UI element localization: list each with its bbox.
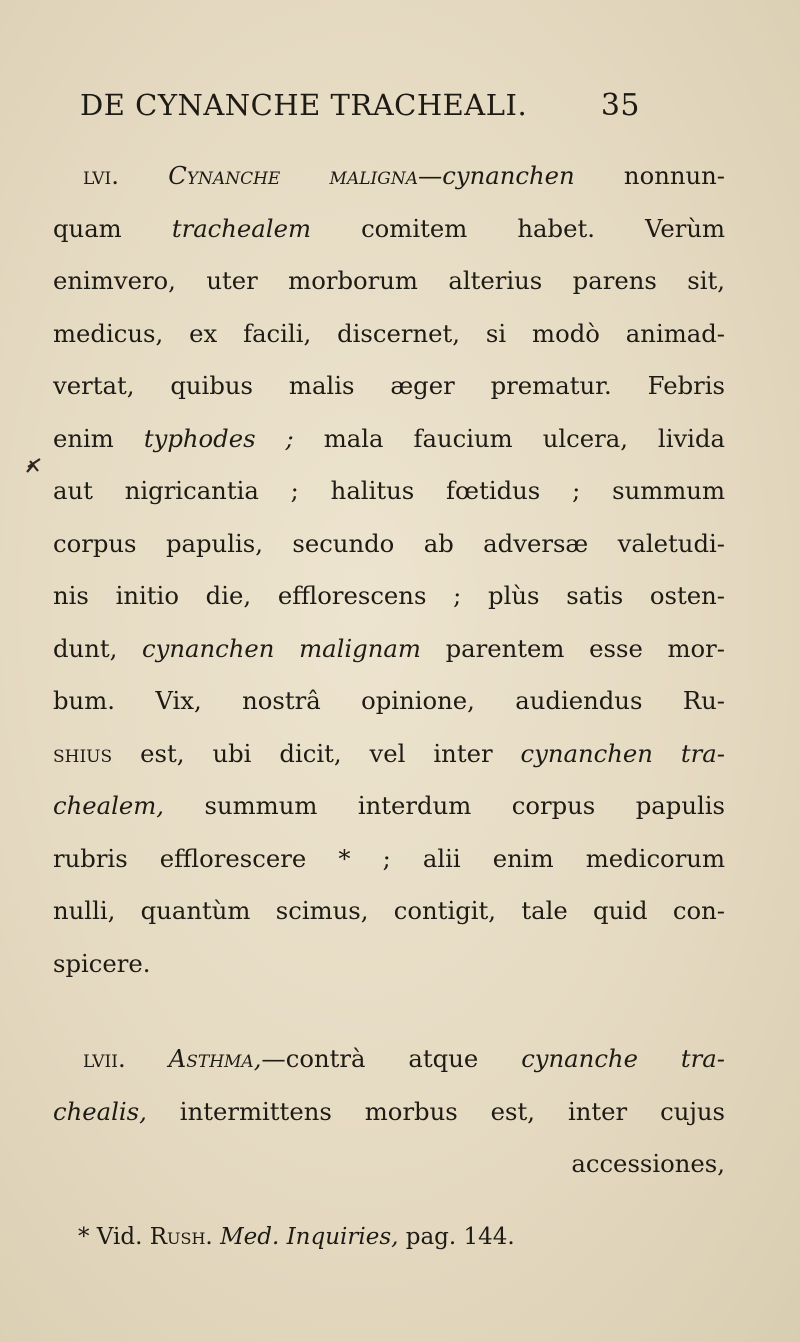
text-line: vertat, quibus malis æger prematur. Febris <box>53 371 725 400</box>
text-line <box>53 623 725 676</box>
text-span: * Vid. <box>78 1224 150 1250</box>
author-name: Rush. <box>149 1224 213 1250</box>
text-line <box>53 150 725 203</box>
text-span: est, ubi dicit, vel inter <box>112 738 521 768</box>
text-line: medicus, ex facili, discernet, si modò animad- <box>53 318 725 348</box>
text-line: nulli, quantùm scimus, contigit, tale quid con- <box>53 896 725 925</box>
text-span: chealis, <box>53 1096 147 1126</box>
text-span: cynanchen <box>442 161 575 190</box>
section-number: lvii. <box>83 1044 169 1073</box>
text-span: intermittens morbus est, inter cujus <box>146 1096 725 1126</box>
text-line <box>53 413 725 466</box>
text-line: nis initio die, efflorescens ; plùs satis osten- <box>53 581 725 610</box>
footnote <box>78 1224 698 1250</box>
text-span: chealem, <box>53 791 165 820</box>
text-line: aut nigricantia ; halitus fœtidus ; summum <box>53 476 725 505</box>
running-header <box>80 88 640 123</box>
header-title: DE CYNANCHE TRACHEALI. <box>80 88 528 122</box>
margin-mark-icon <box>24 455 46 475</box>
text-span: — <box>417 161 443 190</box>
section-number: lvi. <box>83 161 169 190</box>
text-span: enim <box>53 423 144 453</box>
text-span: nonnun- <box>574 161 726 190</box>
text-line: enimvero, uter morborum alterius parens sit, <box>53 266 725 295</box>
text-span: quam <box>53 213 172 243</box>
paragraph-gap <box>53 990 725 1033</box>
text-span: cynanchen malignam <box>142 633 421 663</box>
text-line: rubris efflorescere * ; alii enim medicorum <box>53 843 725 873</box>
text-line <box>53 203 725 256</box>
author-name: shius <box>53 738 113 768</box>
text-line <box>53 780 725 833</box>
text-line: corpus papulis, secundo ab adversæ valetudi- <box>53 528 725 558</box>
text-span: dunt, <box>53 633 143 663</box>
text-line <box>53 1086 725 1139</box>
text-span: typhodes ; <box>143 423 294 453</box>
text-span: cynanchen tra- <box>520 738 725 768</box>
text-span: parentem esse mor- <box>420 633 725 663</box>
text-span: bum. Vix, nostrâ opinione, audiendus <box>53 686 683 715</box>
text-span: Ru- <box>682 686 725 715</box>
section-heading: Cynanche maligna <box>168 161 418 190</box>
text-line <box>53 675 725 728</box>
text-span: pag. 144. <box>398 1224 515 1250</box>
text-span: summum interdum corpus papulis <box>164 791 725 820</box>
text-line: spicere. <box>53 948 151 978</box>
text-span: comitem habet. Verùm <box>311 213 726 243</box>
text-span: —contrà atque <box>261 1044 522 1073</box>
cited-work: Med. Inquiries, <box>220 1224 399 1250</box>
text-line <box>53 1033 725 1086</box>
text-span: trachealem <box>171 213 311 243</box>
text-span <box>213 1224 220 1250</box>
paragraph-lvi <box>53 150 725 990</box>
body-text <box>53 150 725 1191</box>
paragraph-lvii <box>53 1033 725 1191</box>
catchword-line: accessiones, <box>571 1149 725 1178</box>
text-line <box>53 728 725 781</box>
text-span: cynanche tra- <box>521 1044 725 1073</box>
text-span: mala faucium ulcera, livida <box>293 423 725 453</box>
page-number: 35 <box>600 88 640 123</box>
section-heading: Asthma, <box>168 1044 262 1073</box>
